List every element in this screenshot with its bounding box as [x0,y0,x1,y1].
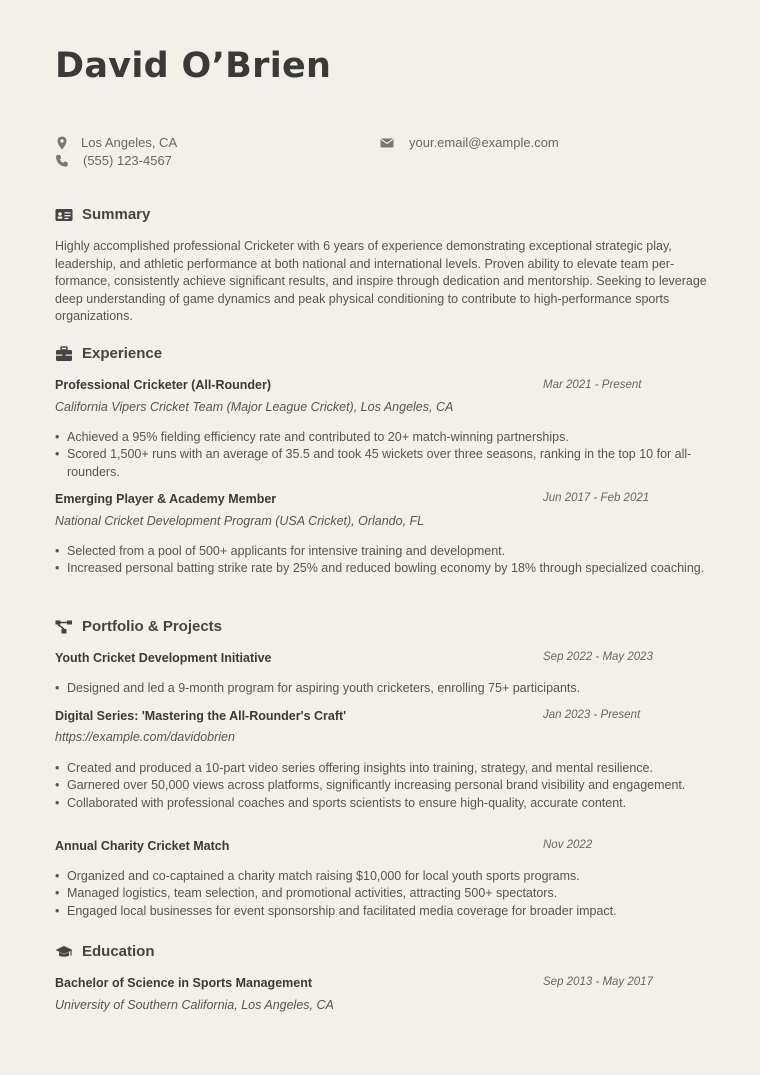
bullet-item: • Selected from a pool of 500+ applicants for intensive training and development. [55,543,705,560]
envelope-icon [380,136,394,150]
education-heading: Education [82,943,155,960]
email-text[interactable]: your.email@example.com [409,135,559,150]
contact-location [55,135,177,150]
bullet-item: • Collaborated with professional coaches and sports scientists to ensure high-quality, accurate content. [55,795,705,812]
bullet-item: • Organized and co-captained a charity match raising $10,000 for local youth sports programs. [55,868,705,885]
degree-title: Bachelor of Science in Sports Management [55,976,313,990]
project-bullets [55,868,705,920]
job-date: Mar 2021 - Present [543,379,642,391]
bullet-item: • Achieved a 95% fielding efficiency rate and contributed to 20+ match-winning partnerships. [55,429,705,446]
job-date: Jun 2017 - Feb 2021 [543,492,650,504]
section-education-heading [55,943,155,960]
location-text: Los Angeles, CA [81,135,178,150]
graduation-cap-icon [55,944,73,960]
job-bullets [55,543,705,578]
phone-text: (555) 123-4567 [83,153,172,168]
job-bullets [55,429,705,481]
contact-email [380,135,559,150]
experience-heading: Experience [82,345,163,362]
job-title: Professional Cricketer (All-Rounder) [55,378,272,392]
bullet-item: • Engaged local businesses for event sponsorship and facilitated media coverage for broader impact. [55,903,705,920]
bullet-item: • Increased personal batting strike rate by 25% and reduced bowling economy by 18% through specialized coaching. [55,560,705,577]
id-card-icon [55,207,73,223]
section-projects-heading [55,618,222,635]
job-title: Emerging Player & Academy Member [55,492,277,506]
project-date: Nov 2022 [543,839,593,851]
bullet-item: • Managed logistics, team selection, and promotional activities, attracting 500+ spectators. [55,885,705,902]
phone-icon [55,154,69,168]
map-pin-icon [55,136,69,150]
project-link[interactable]: https://example.com/davidobrien [55,730,235,744]
projects-heading: Portfolio & Projects [82,618,223,635]
sitemap-icon [55,619,73,635]
bullet-item: • Scored 1,500+ runs with an average of 35.5 and took 45 wickets over three seasons, ranking in the top 10 for all-rounders. [55,446,705,481]
degree-date: Sep 2013 - May 2017 [543,976,653,988]
project-date: Sep 2022 - May 2023 [543,651,653,663]
contact-phone [55,153,172,168]
candidate-name: David O’Brien [55,46,332,86]
job-organization: National Cricket Development Program (USA Cricket), Orlando, FL [55,514,425,528]
job-organization: California Vipers Cricket Team (Major League Cricket), Los Angeles, CA [55,400,454,414]
summary-heading: Summary [82,206,151,223]
project-bullets [55,760,705,812]
bullet-item: • Garnered over 50,000 views across platforms, significantly increasing personal brand visibility and engagement. [55,777,705,794]
section-experience-heading [55,345,162,362]
project-bullets [55,680,705,697]
degree-institution: University of Southern California, Los Angeles, CA [55,998,334,1012]
section-summary-heading [55,206,150,223]
project-title: Annual Charity Cricket Match [55,839,230,853]
project-date: Jan 2023 - Present [543,709,641,721]
summary-text: Highly accomplished professional Cricketer with 6 years of experience demonstrating exceptional strategic play, leadership, and athletic performance at both national and international levels. Proven ability to elevate team performance, consistently achieve significant results, and inspire through dedication and mentorship. Seeking to leverage deep understanding of game dynamics and peak physical conditioning to contribute to high-performance sports organizations. [55,239,707,324]
bullet-item: • Created and produced a 10-part video series offering insights into training, strategy, and mental resilience. [55,760,705,777]
project-title: Digital Series: 'Mastering the All-Rounder's Craft' [55,709,347,723]
project-title: Youth Cricket Development Initiative [55,651,272,665]
bullet-item: • Designed and led a 9-month program for aspiring youth cricketers, enrolling 75+ participants. [55,680,705,697]
briefcase-icon [55,346,73,362]
